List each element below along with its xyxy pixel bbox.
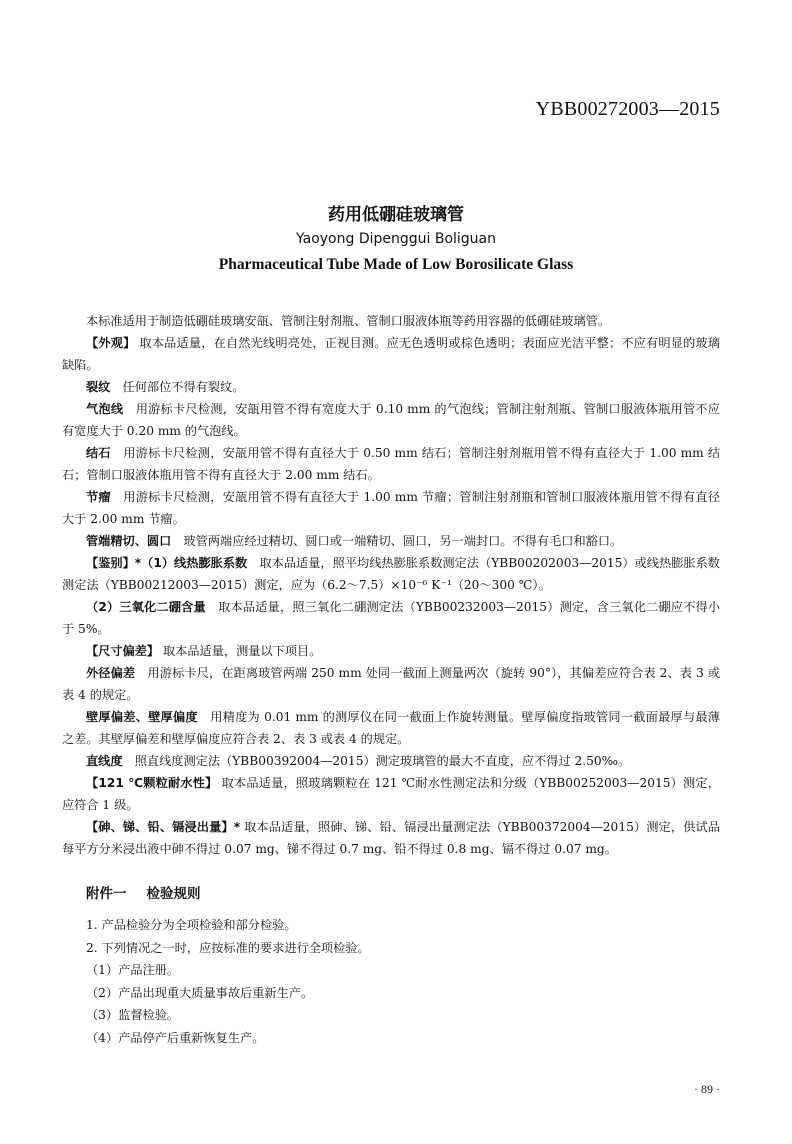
paragraph-keyword: 【砷、锑、铅、镉浸出量】* (86, 820, 241, 834)
paragraph-scope (62, 310, 720, 332)
page-number: · 89 · (694, 1082, 720, 1096)
paragraph-keyword: 直线度 (86, 754, 123, 768)
paragraph-dimension-deviation (62, 640, 720, 662)
standard-code: YBB00272003—2015 (535, 98, 720, 120)
paragraph-text: 照直线度测定法（YBB00392004—2015）测定玻璃管的最大不直度，应不得过 2.50‰。 (122, 754, 631, 768)
document-title-pinyin: Yaoyong Dipenggui Boliguan (295, 231, 497, 247)
paragraph-tube-ends (62, 530, 720, 552)
paragraph-text: 用游标卡尺检测，安瓿用管不得有宽度大于 0.10 mm 的气泡线；管制注射剂瓶、管制口服液体瓶用管不应有宽度大于 0.20 mm 的气泡线。 (62, 402, 720, 438)
paragraph-text: 用游标卡尺，在距离玻管两端 250 mm 处同一截面上测量两次（旋转 90°），其偏差应符合表 2、表 3 或表 4 的规定。 (62, 666, 721, 702)
document-title-chinese: 药用低硼硅玻璃管 (328, 205, 464, 225)
paragraph-keyword: 外径偏差 (86, 666, 136, 680)
paragraph-knots (62, 486, 720, 530)
appendix-heading (86, 882, 201, 902)
paragraph-cracks (62, 376, 720, 398)
paragraph-keyword: 【鉴别】*（1）线热膨胀系数 (86, 556, 248, 570)
paragraph-text: 取本品适量，照砷、锑、铅、镉浸出量测定法（YBB00372004—2015）测定，供试品每平方分米浸出液中砷不得过 0.07 mg、锑不得过 0.7 mg、铅不得过 0.8 mg、镉不得过 0.07 mg。 (62, 820, 720, 856)
paragraph-keyword: 节瘤 (86, 490, 111, 504)
paragraph-stones (62, 442, 720, 486)
list-item: （3）监督检验。 (86, 1008, 180, 1022)
paragraph-wall-thickness (62, 706, 720, 750)
paragraph-keyword: 裂纹 (86, 380, 111, 394)
paragraph-text: 取本品适量，照平均线热膨胀系数测定法（YBB00202003—2015）或线热膨胀系数测定法（YBB00212003—2015）测定，应为（6.2～7.5）×10⁻⁶ K⁻¹（20～300 ℃）。 (62, 556, 720, 592)
document-title-english: Pharmaceutical Tube Made of Low Borosilicate Glass (218, 256, 574, 273)
paragraph-text: 用游标卡尺检测，安瓿用管不得有直径大于 0.50 mm 结石；管制注射剂瓶用管不得有直径大于 1.00 mm 结石；管制口服液体瓶用管不得有直径大于 2.00 mm 结石。 (62, 446, 721, 482)
paragraph-text: 本标准适用于制造低硼硅玻璃安瓿、管制注射剂瓶、管制口服液体瓶等药用容器的低硼硅玻璃管。 (86, 314, 611, 328)
paragraph-bubble-lines (62, 398, 720, 442)
paragraph-keyword: （2）三氧化二硼含量 (86, 600, 206, 614)
paragraph-keyword: 【尺寸偏差】 (86, 644, 160, 658)
paragraph-thermal-expansion (62, 552, 720, 596)
inspection-rules-list (62, 914, 720, 1049)
paragraph-keyword: 【121 ℃颗粒耐水性】 (86, 776, 218, 790)
paragraph-keyword: 管端精切、圆口 (86, 534, 172, 548)
appendix-label: 附件一 (86, 886, 127, 902)
paragraph-straightness (62, 750, 720, 772)
list-item: （4）产品停产后重新恢复生产。 (86, 1030, 265, 1045)
appendix-title: 检验规则 (146, 886, 201, 902)
paragraph-keyword: 结石 (86, 446, 111, 460)
paragraph-text: 取本品适量，在自然光线明亮处，正视目测。应无色透明或棕色透明；表面应光洁平整；不应有明显的玻璃缺陷。 (62, 336, 720, 372)
list-item: （2）产品出现重大质量事故后重新生产。 (86, 985, 314, 1000)
paragraph-text: 任何部位不得有裂纹。 (110, 380, 245, 394)
paragraph-outer-diameter (62, 662, 720, 706)
document-body (62, 310, 720, 860)
paragraph-appearance (62, 332, 720, 376)
paragraph-boron-oxide (62, 596, 720, 640)
paragraph-keyword: 【外观】 (86, 336, 136, 350)
paragraph-keyword: 壁厚偏差、壁厚偏度 (86, 710, 198, 724)
paragraph-text: 取本品适量，照玻璃颗粒在 121 ℃耐水性测定法和分级（YBB00252003—2015）测定，应符合 1 级。 (62, 776, 720, 812)
paragraph-hydrolytic-resistance (62, 772, 720, 816)
paragraph-text: 玻管两端应经过精切、圆口或一端精切、圆口，另一端封口。不得有毛口和豁口。 (171, 534, 623, 548)
paragraph-text: 用游标卡尺检测，安瓿用管不得有直径大于 1.00 mm 节瘤；管制注射剂瓶和管制口服液体瓶用管不得有直径大于 2.00 mm 节瘤。 (62, 490, 721, 526)
list-item: 1. 产品检验分为全项检验和部分检验。 (86, 918, 297, 932)
paragraph-keyword: 气泡线 (86, 402, 124, 416)
list-item: （1）产品注册。 (86, 963, 180, 977)
paragraph-text: 取本品适量，照三氧化二硼测定法（YBB00232003—2015）测定，含三氧化二硼应不得小于 5%。 (62, 600, 721, 636)
list-item: 2. 下列情况之一时，应按标准的要求进行全项检验。 (86, 940, 370, 955)
paragraph-heavy-metal-leaching (62, 816, 720, 860)
paragraph-text: 取本品适量，测量以下项目。 (159, 644, 322, 658)
paragraph-text: 用精度为 0.01 mm 的测厚仪在同一截面上作旋转测量。壁厚偏度指玻管同一截面最厚与最薄之差。其壁厚偏差和壁厚偏度应符合表 2、表 3 或表 4 的规定。 (62, 710, 720, 746)
